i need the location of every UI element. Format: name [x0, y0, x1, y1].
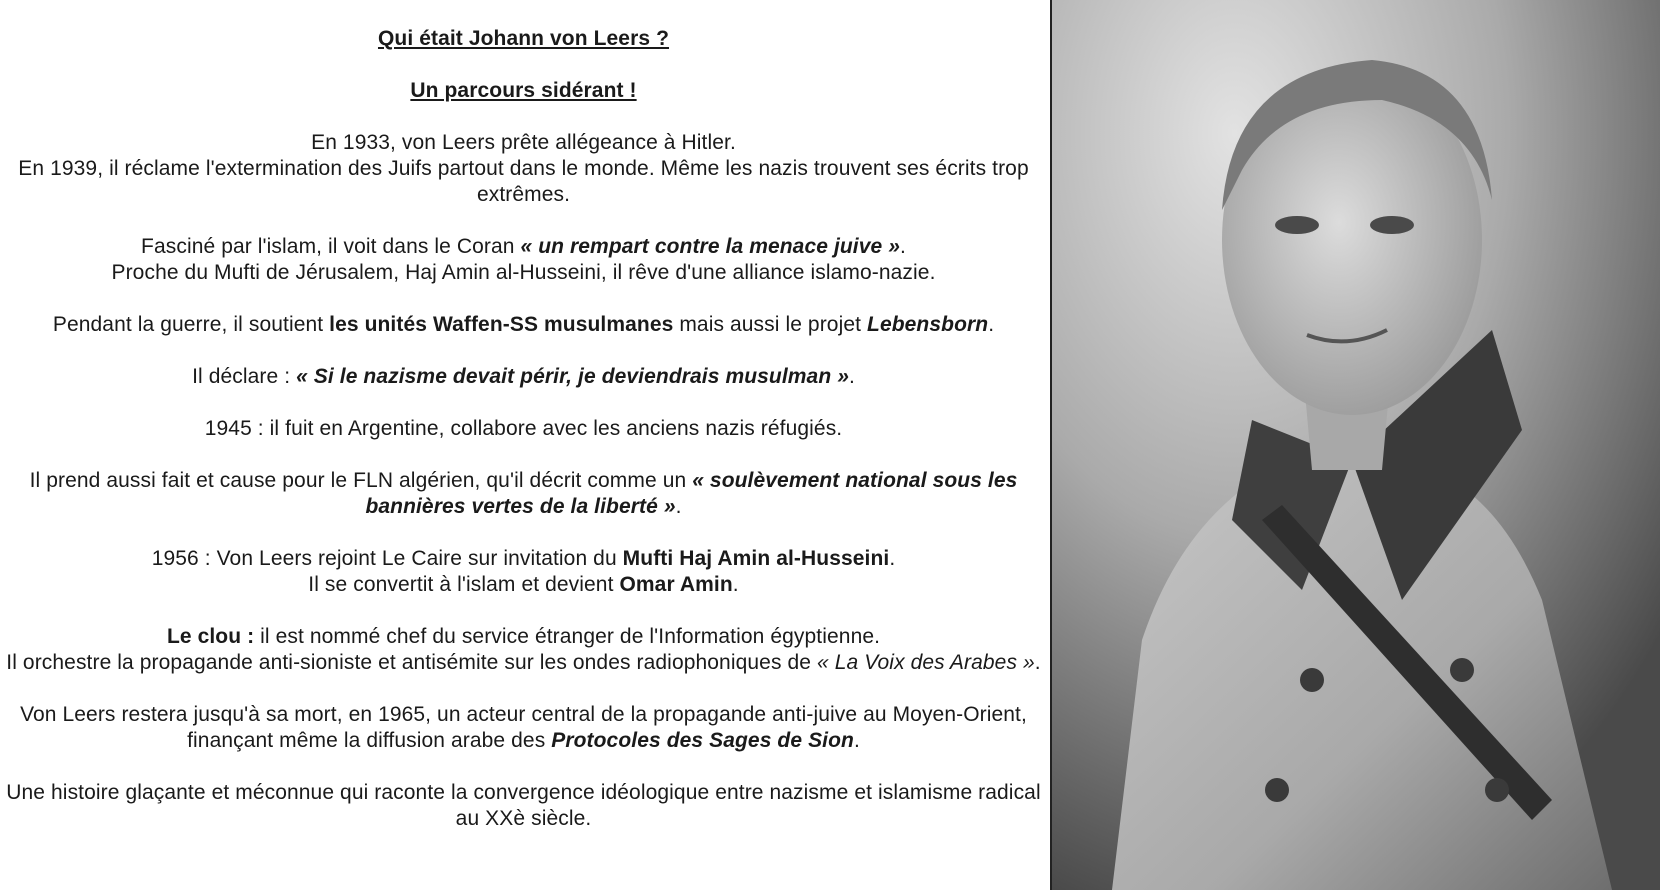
paragraph-fln	[0, 468, 1047, 520]
text-segment: Il se convertit à l'islam et devient	[308, 573, 620, 596]
text-segment: Il orchestre la propagande anti-sioniste et antisémite sur les ondes radiophoniques de	[6, 651, 817, 674]
text-segment: Von Leers restera jusqu'à sa mort, en 1965, un acteur central de la propagande anti-juive au Moyen-Orient, finançant même la diffusion arabe des	[20, 703, 1027, 752]
text-segment: .	[675, 495, 682, 518]
quote-rampart: « un rempart contre la menace juive »	[520, 235, 901, 258]
button-shape	[1405, 508, 1429, 532]
portrait-photo-icon	[1052, 0, 1660, 890]
emphasis-protocoles: Protocoles des Sages de Sion	[551, 729, 854, 752]
right-eye-shape	[1370, 216, 1414, 234]
paragraph-1945: 1945 : il fuit en Argentine, collabore avec les anciens nazis réfugiés.	[204, 417, 843, 440]
text-segment: 1956 : Von Leers rejoint Le Caire sur invitation du	[151, 547, 623, 570]
button-shape	[1265, 778, 1289, 802]
left-eye-shape	[1275, 216, 1319, 234]
text-segment: il est nommé chef du service étranger de l'Information égyptienne.	[254, 625, 881, 648]
text-segment: mais aussi le projet	[673, 313, 868, 336]
text-segment: .	[889, 547, 896, 570]
text-segment: Il déclare :	[192, 365, 297, 388]
emphasis-mufti: Mufti Haj Amin al-Husseini	[622, 547, 890, 570]
paragraph-le-clou	[0, 624, 1047, 676]
emphasis-omar-amin: Omar Amin	[619, 573, 733, 596]
paragraph-1956	[0, 546, 1047, 598]
text-segment: Fasciné par l'islam, il voit dans le Coran	[141, 235, 521, 258]
quote-fln: « soulèvement national sous les bannières vertes de la liberté »	[365, 469, 1018, 518]
line-mufti: Proche du Mufti de Jérusalem, Haj Amin al-Husseini, il rêve d'une alliance islamo-nazie.	[111, 261, 936, 284]
emphasis-le-clou: Le clou :	[166, 625, 255, 648]
page-title: Qui était Johann von Leers ?	[377, 27, 670, 50]
button-shape	[1300, 668, 1324, 692]
text-segment: Pendant la guerre, il soutient	[52, 313, 330, 336]
page-subtitle: Un parcours sidérant !	[410, 79, 637, 102]
quote-voix-des-arabes: « La Voix des Arabes »	[816, 651, 1035, 674]
text-segment: .	[1034, 651, 1041, 674]
emphasis-waffen-ss: les unités Waffen-SS musulmanes	[329, 313, 674, 336]
paragraph-declaration	[0, 364, 1047, 390]
paragraph-1965	[0, 702, 1047, 754]
paragraph-1933-1939	[0, 130, 1047, 208]
quote-declaration: « Si le nazisme devait périr, je deviendrais musulman »	[296, 365, 849, 388]
emphasis-lebensborn: Lebensborn	[867, 313, 989, 336]
line-1939: En 1939, il réclame l'extermination des Juifs partout dans le monde. Même les nazis trouvent ses écrits trop extrêmes.	[18, 157, 1029, 206]
button-shape	[1450, 658, 1474, 682]
button-shape	[1485, 778, 1509, 802]
text-segment: .	[732, 573, 739, 596]
line-1933: En 1933, von Leers prête allégeance à Hitler.	[311, 131, 736, 154]
text-segment: .	[988, 313, 995, 336]
portrait-photo	[1050, 0, 1660, 890]
paragraph-conclusion: Une histoire glaçante et méconnue qui raconte la convergence idéologique entre nazisme et islamisme radical au XXè siècle.	[6, 781, 1041, 830]
paragraph-war	[0, 312, 1047, 338]
text-segment: Il prend aussi fait et cause pour le FLN algérien, qu'il décrit comme un	[29, 469, 693, 492]
text-segment: .	[848, 365, 855, 388]
text-segment: .	[900, 235, 906, 258]
text-segment: .	[853, 729, 860, 752]
paragraph-islam	[0, 234, 1047, 286]
